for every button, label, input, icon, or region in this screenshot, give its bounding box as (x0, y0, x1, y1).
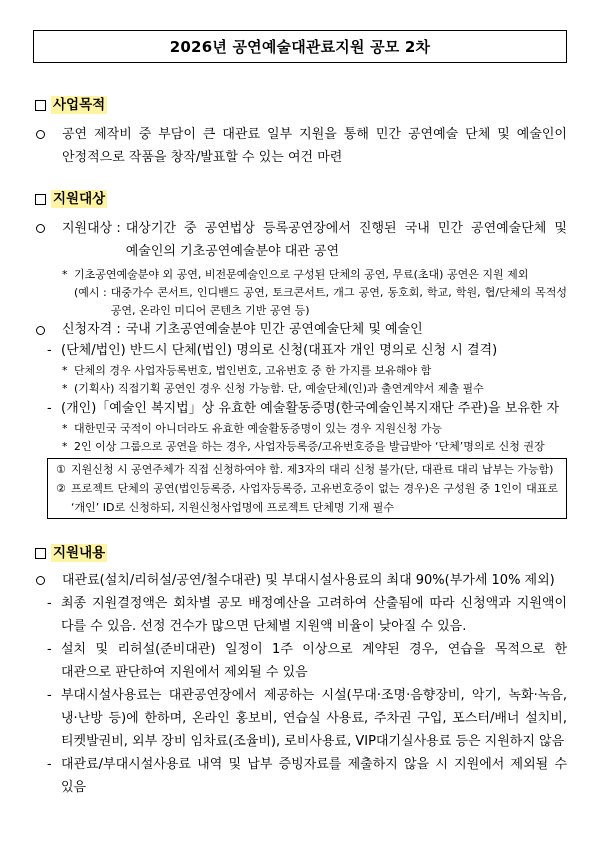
circle-bullet-icon (35, 569, 62, 592)
dash-item (47, 753, 567, 799)
notice-text: 프로젝트 단체의 공연(법인등록증, 사업자등록증, 고유번호증이 없는 경우)은 구성원 중 1인이 대표로 ‘개인’ ID로 신청하되, 지원신청사업명에 프로젝트 단체명 기재 필수 (71, 482, 558, 514)
circle-bullet-icon (35, 217, 62, 240)
example-label: (예시 : (74, 286, 107, 299)
note-text: (기획사) 직접기획 공연인 경우 신청 가능함. 단, 예술단체(인)과 출연계약서 제출 필수 (74, 382, 484, 395)
circle-bullet-icon (35, 320, 62, 340)
square-box-icon (35, 548, 46, 559)
bullet-item-target (35, 217, 567, 263)
dash-item (47, 398, 567, 420)
dash-marker: - (47, 401, 52, 416)
note-marker: * (62, 268, 68, 281)
square-box-icon (35, 194, 46, 205)
dash-marker: - (47, 343, 52, 358)
dash-marker: - (47, 596, 52, 611)
section-support-details (35, 543, 567, 799)
note-marker: * (62, 440, 68, 453)
document-title: 2026년 공연예술대관료지원 공모 2차 (169, 38, 431, 56)
note-text: 대한민국 국적이 아니더라도 유효한 예술활동증명이 있는 경우 지원신청 가능 (74, 422, 443, 435)
section-heading-label: 지원내용 (53, 545, 106, 561)
note-item (62, 420, 567, 438)
section-heading (35, 95, 567, 115)
section-purpose (35, 95, 567, 169)
bullet-item (35, 569, 567, 592)
example-note (74, 284, 567, 320)
dash-marker: - (47, 642, 52, 657)
note-item (62, 266, 567, 284)
dash-marker: - (47, 688, 52, 703)
note-marker: * (62, 382, 68, 395)
bullet-text: 대상기간 중 공연법상 등록공연장에서 진행된 국내 민간 공연예술단체 및 예술인의 기초공연예술분야 대관 공연 (125, 221, 567, 259)
bullet-label: 지원대상 : (62, 221, 121, 236)
note-text: 2인 이상 그룹으로 공연을 하는 경우, 사업자등록증/고유번호증을 발급받아 ‘단체’명의로 신청 권장 (74, 440, 545, 453)
notice-number: ② (56, 482, 66, 495)
section-heading (35, 543, 567, 563)
dash-item (47, 638, 567, 684)
note-marker: * (62, 422, 68, 435)
bullet-item (35, 123, 567, 169)
notice-item (56, 460, 558, 479)
section-heading-label: 사업목적 (53, 97, 106, 113)
circle-bullet-icon (35, 123, 62, 146)
dash-text: (단체/법인) 반드시 단체(법인) 명의로 신청(대표자 개인 명의로 신청 시 결격) (61, 343, 498, 358)
bullet-text: 공연 제작비 중 부담이 큰 대관료 일부 지원을 통해 민간 공연예술 단체 및 예술인이 안정적으로 작품을 창작/발표할 수 있는 여건 마련 (62, 127, 567, 165)
dash-text: (개인)「예술인 복지법」상 유효한 예술활동증명(한국예술인복지재단 주관)을 보유한 자 (61, 401, 560, 416)
bullet-label: 신청자격 : (62, 322, 121, 337)
notice-box (47, 458, 567, 519)
note-item (62, 380, 567, 398)
dash-text: 부대시설사용료는 대관공연장에서 제공하는 시설(무대·조명·음향장비, 악기, 녹화·녹음, 냉·난방 등)에 한하며, 온라인 홍보비, 연습실 사용료, 주차권 구입, 포스터/배너 설치비, 티켓발권비, 외부 장비 임차료(조율비), 로비사용료, VIP대기실사용료 등은 지원하지 않음 (61, 688, 567, 749)
dash-item (47, 592, 567, 638)
dash-item (47, 340, 567, 362)
bullet-item-qualification (35, 320, 567, 340)
bullet-text: 대관료(설치/리허설/공연/철수대관) 및 부대시설사용료의 최대 90%(부가세 10% 제외) (62, 573, 555, 588)
section-eligibility (35, 189, 567, 519)
section-heading (35, 189, 567, 209)
dash-text: 설치 및 리허설(준비대관) 일정이 1주 이상으로 계약된 경우, 연습을 목적으로 한 대관으로 판단하여 지원에서 제외될 수 있음 (61, 642, 567, 680)
section-heading-label: 지원대상 (53, 191, 106, 207)
dash-text: 대관료/부대시설사용료 내역 및 납부 증빙자료를 제출하지 않을 시 지원에서 제외될 수 있음 (61, 757, 567, 795)
square-box-icon (35, 100, 46, 111)
notice-text: 지원신청 시 공연주체가 직접 신청하여야 함. 제3자의 대리 신청 불가(단, 대관료 대리 납부는 가능함) (71, 463, 554, 476)
document-title-box (33, 30, 567, 63)
note-text: 단체의 경우 사업자등록번호, 법인번호, 고유번호 중 한 가지를 보유해야 함 (74, 364, 432, 377)
note-item (62, 438, 567, 456)
dash-marker: - (47, 757, 52, 772)
dash-text: 최종 지원결정액은 회차별 공모 배정예산을 고려하여 산출됨에 따라 신청액과 지원액이 다를 수 있음. 선정 건수가 많으면 단체별 지원액 비율이 낮아질 수 있음. (61, 596, 567, 634)
notice-item (56, 479, 558, 517)
bullet-text: 국내 기초공연예술분야 민간 공연예술단체 및 예술인 (125, 322, 423, 337)
example-text: 대중가수 콘서트, 인디밴드 공연, 토크콘서트, 개그 공연, 동호회, 학교, 학원, 협/단체의 목적성 공연, 온라인 미디어 콘텐츠 기반 공연 등) (110, 286, 567, 317)
notice-number: ① (56, 463, 66, 476)
note-marker: * (62, 364, 68, 377)
dash-item (47, 684, 567, 753)
note-text: 기초공연예술분야 외 공연, 비전문예술인으로 구성된 단체의 공연, 무료(초대) 공연은 지원 제외 (74, 268, 529, 281)
note-item (62, 362, 567, 380)
